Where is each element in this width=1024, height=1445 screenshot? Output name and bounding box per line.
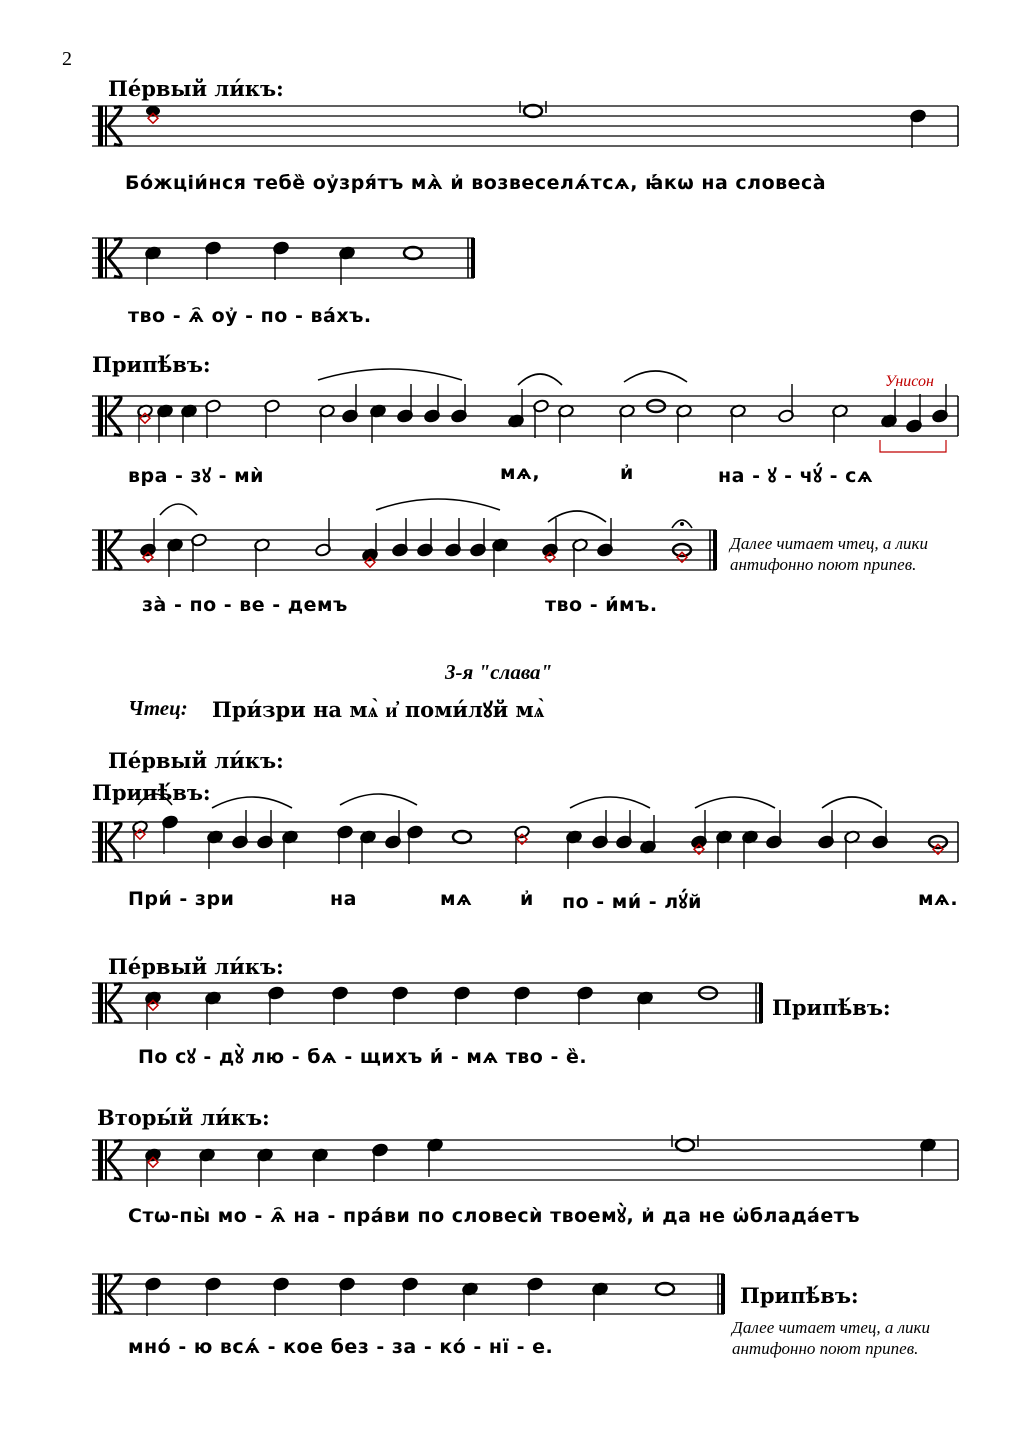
reader-text: При́зри на мѧ̀ и҆ поми́лꙋй мѧ̀ (212, 697, 545, 722)
note-head (676, 1139, 694, 1151)
note-head (146, 106, 160, 116)
lyrics-system-3-c: и҆ (620, 462, 634, 484)
c-clef-icon (105, 983, 107, 1023)
c-clef-icon (98, 106, 103, 146)
reader-label: Чтец: (128, 696, 188, 720)
slur (518, 374, 562, 385)
c-clef-icon (105, 822, 107, 862)
note-head (404, 247, 422, 259)
slur (138, 794, 172, 805)
lyrics-system-5-d: и҆ (520, 888, 534, 910)
c-clef-icon (98, 983, 103, 1023)
lyrics-system-2: тво - ѧ҄ оу҆ - по - ва́хъ. (128, 305, 372, 327)
second-choir-label: Вторы́й ли́къ: (97, 1105, 270, 1130)
slur (695, 797, 775, 808)
note-head (656, 1283, 674, 1295)
lyrics-system-5-e: по - ми́ - лꙋ́й (562, 891, 702, 913)
barline (471, 238, 475, 278)
c-clef-icon (98, 396, 103, 436)
refrain-label-after-system-8: Припѣ́въ: (740, 1283, 859, 1308)
lyrics-system-3-d: на - ꙋ - чꙋ́ - сѧ (718, 465, 874, 487)
note-head (453, 831, 471, 843)
refrain-label-1: Припѣ́въ: (92, 352, 211, 377)
slur (376, 499, 500, 510)
after-note-1-line-1: Далее читает чтец, а лики (730, 534, 928, 553)
slur (340, 794, 417, 805)
refrain-label-after-system-6: Припѣ́въ: (772, 995, 891, 1020)
barline (759, 983, 763, 1023)
c-clef-icon (98, 1274, 103, 1314)
after-note-2-line-1: Далее читает чтец, а лики (732, 1318, 930, 1337)
slur (624, 371, 687, 382)
lyrics-system-3-b: мѧ, (500, 462, 541, 484)
after-note-1-line-2: антифонно поют припев. (730, 555, 917, 574)
fermata-icon (680, 522, 684, 526)
note-head (524, 105, 542, 117)
c-clef-icon (105, 1274, 107, 1314)
after-note-2-line-2: антифонно поют припев. (732, 1339, 919, 1358)
lyrics-system-4-b: тво - и҆́мъ. (545, 594, 658, 616)
slur (570, 797, 650, 808)
barline (721, 1274, 725, 1314)
c-clef-icon (98, 822, 103, 862)
section-heading: 3-я "слава" (445, 660, 553, 684)
unison-mark: Унисон (885, 373, 934, 390)
red-diamond-mark (677, 552, 687, 562)
lyrics-system-8: мно́ - ю всѧ́ - кое без - за - ко́ - нї - е. (128, 1336, 554, 1358)
lyrics-system-6: По сꙋ - дꙋ̀ лю - бѧ - щихъ и҆́ - мѧ тво - е̏. (138, 1046, 588, 1068)
unison-bracket (880, 440, 946, 452)
c-clef-icon (98, 238, 103, 278)
red-diamond-mark (933, 844, 943, 854)
c-clef-icon (98, 1140, 103, 1180)
lyrics-system-7: Стѡ-пы̀ мо - ѧ҄ на - пра́ви по словесѝ твоемꙋ̀, и҆ да не ѡ҆блада́етъ (128, 1205, 861, 1227)
lyrics-system-5-a: При́ - зри (128, 888, 235, 910)
slur (822, 797, 882, 808)
lyrics-system-1: Бо́жціи́нся тебе̏ оу҆зря́тъ мѧ̀ и҆ возвеселѧ́тсѧ, ꙗ҆́кѡ на словеса̀ (125, 172, 827, 194)
c-clef-icon (98, 530, 103, 570)
c-clef-icon (105, 530, 107, 570)
lyrics-system-5-f: мѧ. (918, 888, 959, 910)
slur (160, 504, 197, 515)
c-clef-icon (105, 1140, 107, 1180)
first-choir-label-2: Пе́рвый ли́къ: (108, 748, 284, 773)
first-choir-label-3: Пе́рвый ли́къ: (108, 954, 284, 979)
refrain-label-2: Припѣ́въ: (92, 780, 211, 805)
page-number: 2 (62, 48, 72, 70)
lyrics-system-3-a: вра - зꙋ - мѝ (128, 465, 264, 487)
slur (318, 369, 462, 380)
lyrics-system-5-b: на (330, 888, 357, 910)
barline (713, 530, 717, 570)
slur (212, 797, 292, 808)
lyrics-system-4-a: за̀ - по - ве - демъ (142, 594, 348, 616)
c-clef-icon (105, 238, 107, 278)
c-clef-icon (105, 396, 107, 436)
first-choir-label-1: Пе́рвый ли́къ: (108, 76, 284, 101)
lyrics-system-5-c: мѧ (440, 888, 473, 910)
c-clef-icon (105, 106, 107, 146)
